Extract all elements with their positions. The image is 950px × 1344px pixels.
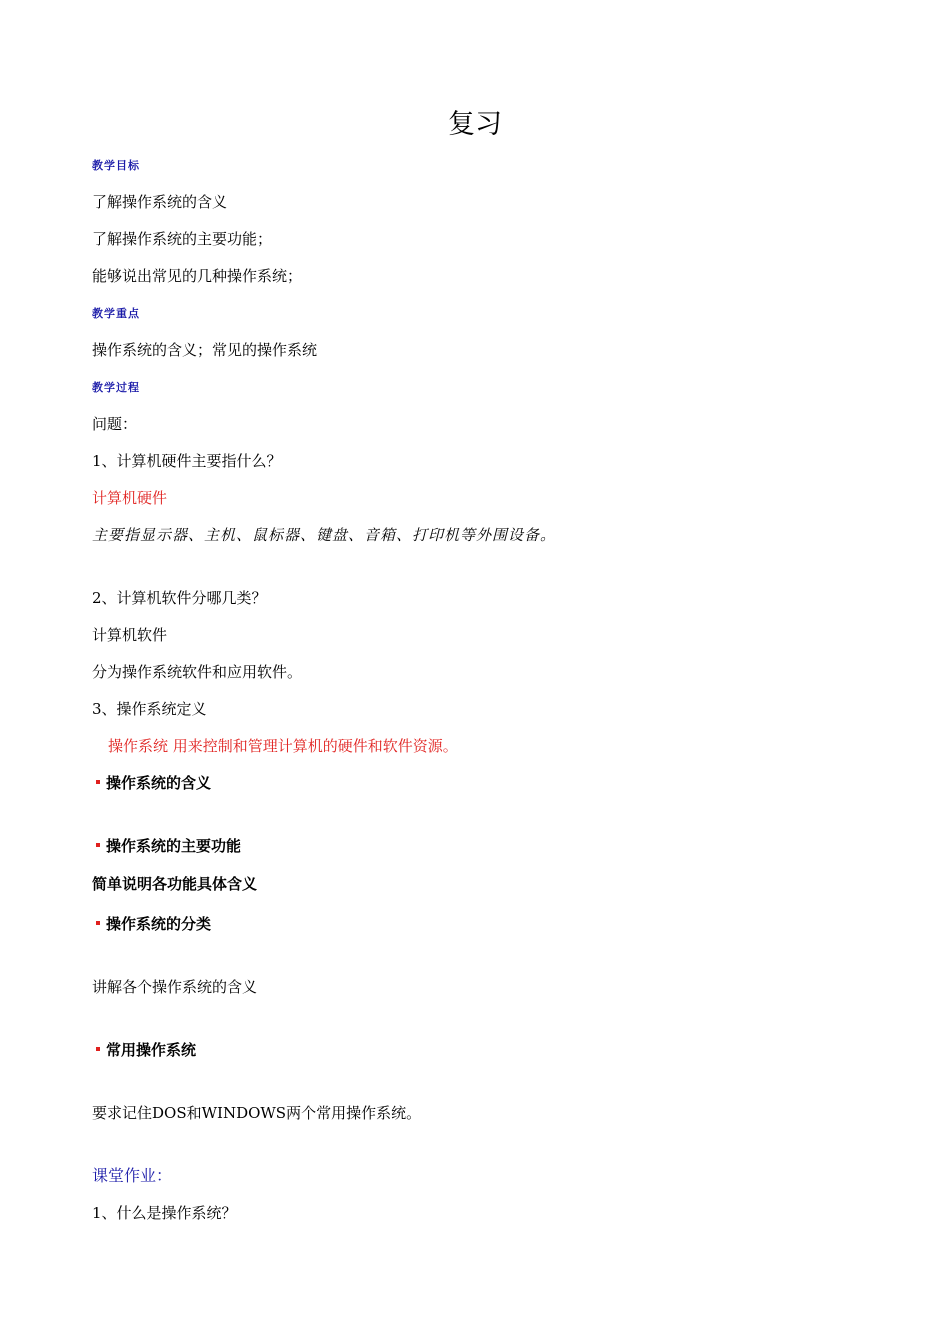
- section-heading-homework: 课堂作业：: [92, 1166, 173, 1185]
- bullet-os-classification: [92, 914, 211, 934]
- question-1: 1、计算机硬件主要指什么？: [92, 452, 282, 470]
- section-heading-process: 教学过程: [92, 381, 140, 394]
- bullet-common-os: [92, 1040, 196, 1060]
- homework-question-1: 1、什么是操作系统？: [92, 1204, 237, 1222]
- hardware-term: 计算机硬件: [92, 489, 168, 507]
- question-2: 2、计算机软件分哪几类？: [92, 589, 267, 607]
- bullet-os-functions: [92, 836, 241, 856]
- bullet-os-classification-text: 操作系统的分类: [106, 915, 212, 933]
- software-term: 计算机软件: [92, 626, 168, 644]
- bullet-marker: [96, 1047, 100, 1051]
- page-title: 复习: [448, 109, 502, 140]
- common-os-note: 要求记住DOS和WINDOWS两个常用操作系统。: [92, 1104, 422, 1122]
- bullet-os-meaning-text: 操作系统的含义: [106, 774, 212, 792]
- bullet-common-os-text: 常用操作系统: [106, 1041, 197, 1059]
- bullet-marker: [96, 780, 100, 784]
- classification-note: 讲解各个操作系统的含义: [92, 978, 258, 996]
- bullet-marker: [96, 921, 100, 925]
- software-answer: 分为操作系统软件和应用软件。: [92, 663, 303, 681]
- key-points-line: 操作系统的含义；常见的操作系统: [92, 341, 318, 359]
- functions-note: 简单说明各功能具体含义: [92, 875, 258, 893]
- hardware-answer: 主要指显示器、主机、鼠标器、键盘、音箱、打印机等外围设备。: [92, 526, 557, 544]
- bullet-marker: [96, 843, 100, 847]
- section-heading-key-points: 教学重点: [92, 307, 140, 320]
- objective-line-2: 了解操作系统的主要功能；: [92, 230, 273, 248]
- os-definition: 操作系统 用来控制和管理计算机的硬件和软件资源。: [108, 737, 458, 755]
- section-heading-objectives: 教学目标: [92, 159, 140, 172]
- question-3: 3、操作系统定义: [92, 700, 207, 718]
- bullet-os-functions-text: 操作系统的主要功能: [106, 837, 242, 855]
- question-label: 问题：: [92, 415, 138, 433]
- objective-line-3: 能够说出常见的几种操作系统；: [92, 267, 303, 285]
- bullet-os-meaning: [92, 773, 211, 793]
- objective-line-1: 了解操作系统的含义: [92, 193, 228, 211]
